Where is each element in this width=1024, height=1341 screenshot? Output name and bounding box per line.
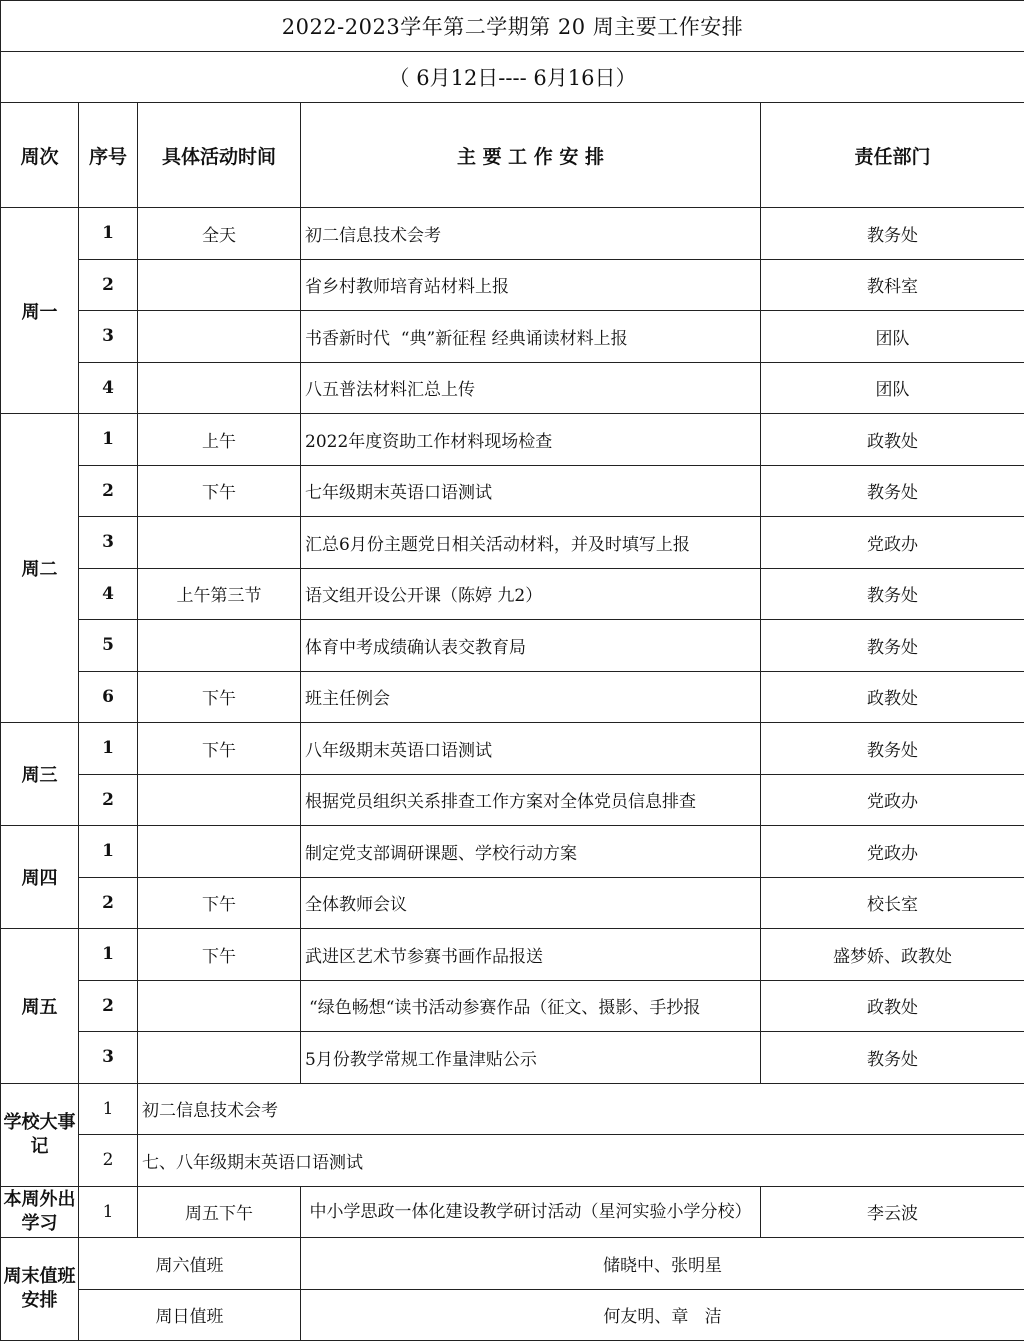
day-label-wed: 周三 xyxy=(1,723,79,826)
row-time: 上午 xyxy=(138,414,301,466)
row-dept: 教务处 xyxy=(761,620,1024,672)
events-label: 学校大事记 xyxy=(1,1083,79,1186)
row-dept: 盛梦娇、政教处 xyxy=(761,929,1024,981)
row-work: 2022年度资助工作材料现场检查 xyxy=(301,414,761,466)
table-row xyxy=(1,620,1024,672)
row-work: 汇总6月份主题党日相关活动材料，并及时填写上报 xyxy=(301,517,761,569)
table-row xyxy=(1,723,1024,775)
row-no: 5 xyxy=(79,620,138,672)
row-dept: 校长室 xyxy=(761,877,1024,929)
row-work: 书香新时代 “典”新征程 经典诵读材料上报 xyxy=(301,311,761,363)
day-label-mon: 周一 xyxy=(1,208,79,414)
row-work: 5月份教学常规工作量津贴公示 xyxy=(301,1032,761,1084)
row-work: 初二信息技术会考 xyxy=(301,208,761,260)
header-time: 具体活动时间 xyxy=(138,103,301,208)
row-no: 3 xyxy=(79,311,138,363)
event-text: 七、八年级期末英语口语测试 xyxy=(138,1135,1024,1187)
row-time: 下午 xyxy=(138,877,301,929)
row-dept: 政教处 xyxy=(761,414,1024,466)
row-no: 4 xyxy=(79,568,138,620)
table-row xyxy=(1,414,1024,466)
row-no: 1 xyxy=(79,929,138,981)
event-text: 初二信息技术会考 xyxy=(138,1083,1024,1135)
study-row xyxy=(1,1186,1024,1238)
duty-label: 周末值班安排 xyxy=(1,1238,79,1341)
events-row xyxy=(1,1083,1024,1135)
row-dept: 教务处 xyxy=(761,1032,1024,1084)
row-work: 语文组开设公开课（陈婷 九2） xyxy=(301,568,761,620)
row-dept: 教务处 xyxy=(761,465,1024,517)
table-row xyxy=(1,671,1024,723)
row-no: 3 xyxy=(79,517,138,569)
row-no: 1 xyxy=(79,208,138,260)
row-dept: 教务处 xyxy=(761,568,1024,620)
row-no: 3 xyxy=(79,1032,138,1084)
table-row xyxy=(1,362,1024,414)
day-label-thu: 周四 xyxy=(1,826,79,929)
row-time: 下午 xyxy=(138,929,301,981)
table-row xyxy=(1,208,1024,260)
header-dept: 责任部门 xyxy=(761,103,1024,208)
table-row xyxy=(1,877,1024,929)
study-no: 1 xyxy=(79,1186,138,1238)
table-row xyxy=(1,826,1024,878)
row-dept: 党政办 xyxy=(761,774,1024,826)
event-no: 2 xyxy=(79,1135,138,1187)
events-row xyxy=(1,1135,1024,1187)
row-time: 下午 xyxy=(138,723,301,775)
row-time: 下午 xyxy=(138,671,301,723)
table-row xyxy=(1,517,1024,569)
row-time xyxy=(138,620,301,672)
row-no: 1 xyxy=(79,826,138,878)
row-no: 2 xyxy=(79,980,138,1032)
row-no: 2 xyxy=(79,774,138,826)
table-row xyxy=(1,311,1024,363)
row-work: 根据党员组织关系排查工作方案对全体党员信息排查 xyxy=(301,774,761,826)
date-range: （ 6月12日---- 6月16日） xyxy=(1,52,1024,103)
row-no: 2 xyxy=(79,465,138,517)
row-no: 2 xyxy=(79,259,138,311)
row-dept: 政教处 xyxy=(761,980,1024,1032)
study-label: 本周外出学习 xyxy=(1,1186,79,1238)
row-time: 全天 xyxy=(138,208,301,260)
day-label-fri: 周五 xyxy=(1,929,79,1084)
row-time: 下午 xyxy=(138,465,301,517)
event-no: 1 xyxy=(79,1083,138,1135)
row-dept: 团队 xyxy=(761,362,1024,414)
row-time xyxy=(138,826,301,878)
row-no: 6 xyxy=(79,671,138,723)
row-no: 4 xyxy=(79,362,138,414)
row-dept: 党政办 xyxy=(761,517,1024,569)
study-dept: 李云波 xyxy=(761,1186,1024,1238)
row-work: 班主任例会 xyxy=(301,671,761,723)
row-dept: 教科室 xyxy=(761,259,1024,311)
header-row xyxy=(1,103,1024,208)
page-title: 2022-2023学年第二学期第 20 周主要工作安排 xyxy=(1,1,1024,52)
row-time xyxy=(138,362,301,414)
study-time: 周五下午 xyxy=(138,1186,301,1238)
row-work: 八年级期末英语口语测试 xyxy=(301,723,761,775)
row-work: 省乡村教师培育站材料上报 xyxy=(301,259,761,311)
table-row xyxy=(1,568,1024,620)
header-week: 周次 xyxy=(1,103,79,208)
header-no: 序号 xyxy=(79,103,138,208)
row-time xyxy=(138,774,301,826)
row-time xyxy=(138,311,301,363)
row-work: 体育中考成绩确认表交教育局 xyxy=(301,620,761,672)
row-time xyxy=(138,980,301,1032)
row-work: “绿色畅想“读书活动参赛作品（征文、摄影、手抄报 xyxy=(301,980,761,1032)
row-dept: 教务处 xyxy=(761,723,1024,775)
row-dept: 团队 xyxy=(761,311,1024,363)
row-time xyxy=(138,517,301,569)
row-no: 1 xyxy=(79,414,138,466)
day-label-tue: 周二 xyxy=(1,414,79,723)
row-time xyxy=(138,1032,301,1084)
table-row xyxy=(1,980,1024,1032)
table-row xyxy=(1,465,1024,517)
duty-sun-label: 周日值班 xyxy=(79,1289,301,1341)
table-row xyxy=(1,774,1024,826)
duty-row xyxy=(1,1238,1024,1290)
header-work: 主 要 工 作 安 排 xyxy=(301,103,761,208)
row-dept: 教务处 xyxy=(761,208,1024,260)
study-work: 中小学思政一体化建设教学研讨活动（星河实验小学分校） xyxy=(301,1186,761,1238)
row-time xyxy=(138,259,301,311)
table-row xyxy=(1,259,1024,311)
row-time: 上午第三节 xyxy=(138,568,301,620)
row-dept: 政教处 xyxy=(761,671,1024,723)
row-no: 1 xyxy=(79,723,138,775)
row-work: 七年级期末英语口语测试 xyxy=(301,465,761,517)
duty-sun-names: 何友明、章 洁 xyxy=(301,1289,1024,1341)
row-work: 武进区艺术节参赛书画作品报送 xyxy=(301,929,761,981)
row-work: 制定党支部调研课题、学校行动方案 xyxy=(301,826,761,878)
table-row xyxy=(1,1032,1024,1084)
duty-row xyxy=(1,1289,1024,1341)
row-work: 八五普法材料汇总上传 xyxy=(301,362,761,414)
row-dept: 党政办 xyxy=(761,826,1024,878)
row-no: 2 xyxy=(79,877,138,929)
row-work: 全体教师会议 xyxy=(301,877,761,929)
duty-sat-names: 储晓中、张明星 xyxy=(301,1238,1024,1290)
table-row xyxy=(1,929,1024,981)
duty-sat-label: 周六值班 xyxy=(79,1238,301,1290)
